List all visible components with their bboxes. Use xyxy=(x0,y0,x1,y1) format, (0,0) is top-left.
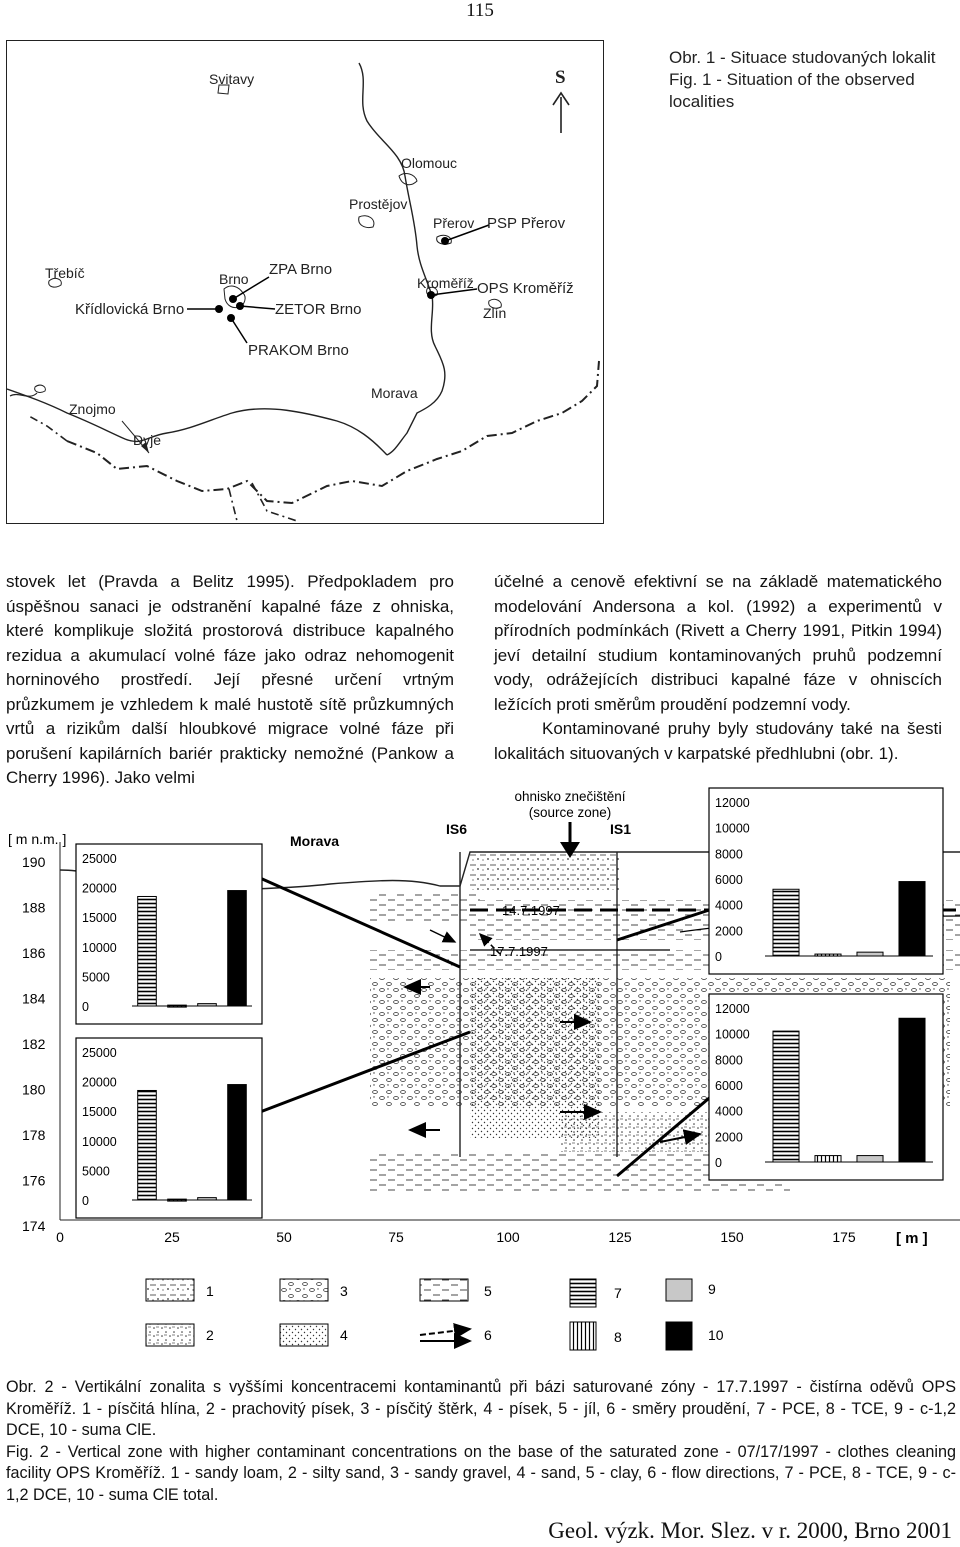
chart-tick-label: 25000 xyxy=(82,1046,117,1060)
chart-tick-label: 0 xyxy=(82,1000,89,1014)
chart-tick-label: 10000 xyxy=(82,1134,117,1149)
chart-bar-c-1-2-dce xyxy=(857,1156,883,1162)
text-column-right xyxy=(494,570,942,766)
x-axis-ticks xyxy=(56,1229,856,1245)
chart-tick-label: 12000 xyxy=(715,796,750,810)
figure-2-legend xyxy=(146,1279,724,1350)
cross-section-figure xyxy=(0,782,960,1372)
y-tick-label: 184 xyxy=(22,990,46,1007)
chart-tick-label: 5000 xyxy=(82,1164,110,1179)
y-tick-label: 186 xyxy=(22,945,46,961)
zone-sandy-loam xyxy=(470,854,620,890)
chart-bar-tce xyxy=(815,1156,841,1162)
location-map xyxy=(6,40,604,524)
chart-bar-tce xyxy=(168,1199,187,1201)
legend-7: 7 xyxy=(614,1285,622,1301)
map-label-olomouc: Olomouc xyxy=(401,155,458,171)
map-label-psp-prerov: PSP Přerov xyxy=(487,215,566,232)
chart-tick-label: 0 xyxy=(82,1194,89,1208)
chart-tick-label: 6000 xyxy=(715,873,743,887)
figure-1-caption-cz: Obr. 1 - Situace studovaných lokalit xyxy=(669,48,936,67)
y-axis-ticks xyxy=(22,854,46,1234)
x-tick-label: 0 xyxy=(56,1229,64,1245)
legend-6: 6 xyxy=(484,1327,492,1343)
figure-2-caption-cz: Obr. 2 - Vertikální zonalita s vyššími koncentracemi kontaminantů při bázi saturované zóny - 17.7.1997 - čistírna oděvů OPS Kroměříž. 1 - písčitá hlína, 2 - prachovitý písek, 3 - písčitý štěrk, 4 - písek, 5 - jíl, 6 - směry proudění, 7 - PCE, 8 - TCE, 9 - c-1,2 DCE, 10 - suma ClE. xyxy=(6,1378,956,1440)
x-tick-label: 150 xyxy=(720,1229,744,1245)
chart-tick-label: 20000 xyxy=(82,881,117,896)
chart-tick-label: 5000 xyxy=(82,970,110,985)
zone-clay-top xyxy=(370,892,480,922)
legend-5: 5 xyxy=(484,1283,492,1299)
chart-bar-c-1-2-dce xyxy=(857,952,883,956)
chart-bar-tce xyxy=(168,1005,187,1007)
chart-bar-suma-cle xyxy=(228,891,247,1006)
source-zone-label-en: (source zone) xyxy=(528,805,612,820)
water-table-date-1: 14.7.1997 xyxy=(502,903,560,918)
legend-3: 3 xyxy=(340,1283,348,1299)
well-is1-label: IS1 xyxy=(610,821,632,837)
chart-tick-label: 12000 xyxy=(715,1002,750,1016)
text-column-left xyxy=(6,570,454,791)
chart-tick-label: 4000 xyxy=(715,898,743,913)
chart-tick-label: 2000 xyxy=(715,1130,743,1145)
chart-tick-label: 4000 xyxy=(715,1104,743,1119)
chart-bar-suma-cle xyxy=(228,1085,247,1200)
map-label-prostejov: Prostějov xyxy=(349,196,408,212)
map-label-zetor: ZETOR Brno xyxy=(275,301,362,318)
chart-tick-label: 20000 xyxy=(82,1075,117,1090)
map-label-brno: Brno xyxy=(219,271,249,287)
chart-tick-label: 15000 xyxy=(82,911,117,926)
map-label-kridlovicka: Křídlovická Brno xyxy=(75,301,185,318)
river-label: Morava xyxy=(290,833,340,849)
map-north-label: S xyxy=(555,67,566,88)
page-number: 115 xyxy=(466,0,494,21)
chart-bar-tce xyxy=(815,954,841,956)
y-tick-label: 188 xyxy=(22,899,46,916)
chart-bar-c-1-2-dce xyxy=(198,1198,217,1200)
y-tick-label: 182 xyxy=(22,1036,46,1052)
chart-tick-label: 0 xyxy=(715,950,722,964)
chart-bar-suma-cle xyxy=(899,882,925,956)
legend-4: 4 xyxy=(340,1327,348,1343)
x-tick-label: 25 xyxy=(164,1229,180,1245)
map-label-dyje: Dyje xyxy=(133,432,162,448)
map-label-znojmo: Znojmo xyxy=(69,401,116,417)
figure-1-caption-en-2: localities xyxy=(669,92,735,111)
chart-tick-label: 10000 xyxy=(82,940,117,955)
chart-bar-suma-cle xyxy=(899,1018,925,1162)
map-label-kromeriz: Kroměříž xyxy=(417,275,474,291)
right-paragraph-1: účelné a cenově efektivní se na základě matematického modelování Andersona a kol. (1992) a experimentů v přírodních podmínkách (Rivett a Cherry 1991, Pitkin 1994) jeví detailní studium kontaminovaných pruhů podzemní vody, odrážejících distribuci kapalné fáze v ohniscích ležících proti směrům proudění podzemní vody. xyxy=(494,572,942,714)
figure-1-caption-en-1: Fig. 1 - Situation of the observed xyxy=(669,70,915,89)
y-tick-label: 180 xyxy=(22,1081,46,1098)
source-zone-label: ohnisko znečištění xyxy=(514,789,626,804)
chart-tick-label: 8000 xyxy=(715,1053,743,1068)
map-label-zlin: Zlín xyxy=(483,305,507,321)
legend-1: 1 xyxy=(206,1283,214,1299)
olomouc-town xyxy=(399,174,417,185)
chart-bar-pce xyxy=(138,896,157,1006)
chart-bar-pce xyxy=(773,889,799,956)
y-tick-label: 190 xyxy=(22,854,46,870)
chart-tick-label: 8000 xyxy=(715,847,743,862)
znojmo-town xyxy=(35,385,46,392)
legend-10: 10 xyxy=(708,1327,724,1343)
map-label-zpa-brno: ZPA Brno xyxy=(269,261,333,278)
chart-tick-label: 15000 xyxy=(82,1105,117,1120)
chart-bar-pce xyxy=(773,1031,799,1162)
figure-2-caption-en: Fig. 2 - Vertical zone with higher contaminant concentrations on the base of the saturated zone - 07/17/1997 - clothes cleaning facility OPS Kroměříž. 1 - sandy loam, 2 - silty sand, 3 - sandy gravel, 4 - sand, 5 - clay, 6 - flow directions, 7 - PCE, 8 - TCE, 9 - c-1,2 DCE, 10 - suma ClE total. xyxy=(6,1442,956,1504)
chart-tick-label: 10000 xyxy=(715,1027,750,1042)
map-label-ops-kromeriz: OPS Kroměříž xyxy=(477,280,574,297)
map-label-prerov: Přerov xyxy=(433,215,475,231)
map-label-morava: Morava xyxy=(371,385,418,401)
chart-bar-pce xyxy=(138,1090,157,1200)
legend-2: 2 xyxy=(206,1327,214,1343)
legend-9: 9 xyxy=(708,1281,716,1297)
y-tick-label: 176 xyxy=(22,1172,46,1189)
figure-2-caption xyxy=(6,1377,956,1507)
map-label-trebic: Třebíč xyxy=(45,265,85,281)
chart-tick-label: 6000 xyxy=(715,1079,743,1093)
left-paragraph: stovek let (Pravda a Belitz 1995). Předpokladem pro úspěšnou sanaci je odstranění kapalné fáze z ohniska, které komplikuje složitá prostorová distribuce kapalného rezidua a akumulací volné fáze jako odraz nehomogenit horninového prostředí. Její přesné určení vrtným průzkumem je vzhledem k malé hustotě sítě průzkumných vrtů a rizikům další hloubkové migrace volné fáze při porušení kapilárních bariér prakticky nemožné (Pankow a Cherry 1996). Jako velmi xyxy=(6,572,454,787)
well-is6-label: IS6 xyxy=(446,821,468,837)
chart-tick-label: 2000 xyxy=(715,924,743,939)
chart-tick-label: 10000 xyxy=(715,821,750,836)
chart-tick-label: 0 xyxy=(715,1156,722,1170)
x-tick-label: 50 xyxy=(276,1229,292,1245)
figure-1-caption xyxy=(669,47,935,113)
legend-8: 8 xyxy=(614,1329,622,1345)
prostejov-town xyxy=(359,216,374,228)
x-axis-unit: [ m ] xyxy=(896,1230,928,1247)
y-axis-unit: [ m n.m. ] xyxy=(8,831,67,847)
x-tick-label: 100 xyxy=(496,1229,520,1245)
y-tick-label: 174 xyxy=(22,1218,46,1234)
chart-bar-c-1-2-dce xyxy=(198,1004,217,1006)
x-tick-label: 125 xyxy=(608,1229,632,1245)
x-tick-label: 75 xyxy=(388,1229,404,1245)
x-tick-label: 175 xyxy=(832,1229,856,1245)
y-tick-label: 178 xyxy=(22,1127,46,1143)
chart-tick-label: 25000 xyxy=(82,852,117,866)
water-table-date-2: 17.7.1997 xyxy=(490,944,548,959)
map-label-svitavy: Svitavy xyxy=(209,71,255,87)
map-label-prakom: PRAKOM Brno xyxy=(248,342,349,359)
right-paragraph-2: Kontaminované pruhy byly studovány také na šesti lokalitách situovaných v karpatské předhlubni (obr. 1). xyxy=(494,719,942,763)
journal-footer: Geol. výzk. Mor. Slez. v r. 2000, Brno 2001 xyxy=(548,1518,952,1543)
dyje-river xyxy=(7,389,387,455)
